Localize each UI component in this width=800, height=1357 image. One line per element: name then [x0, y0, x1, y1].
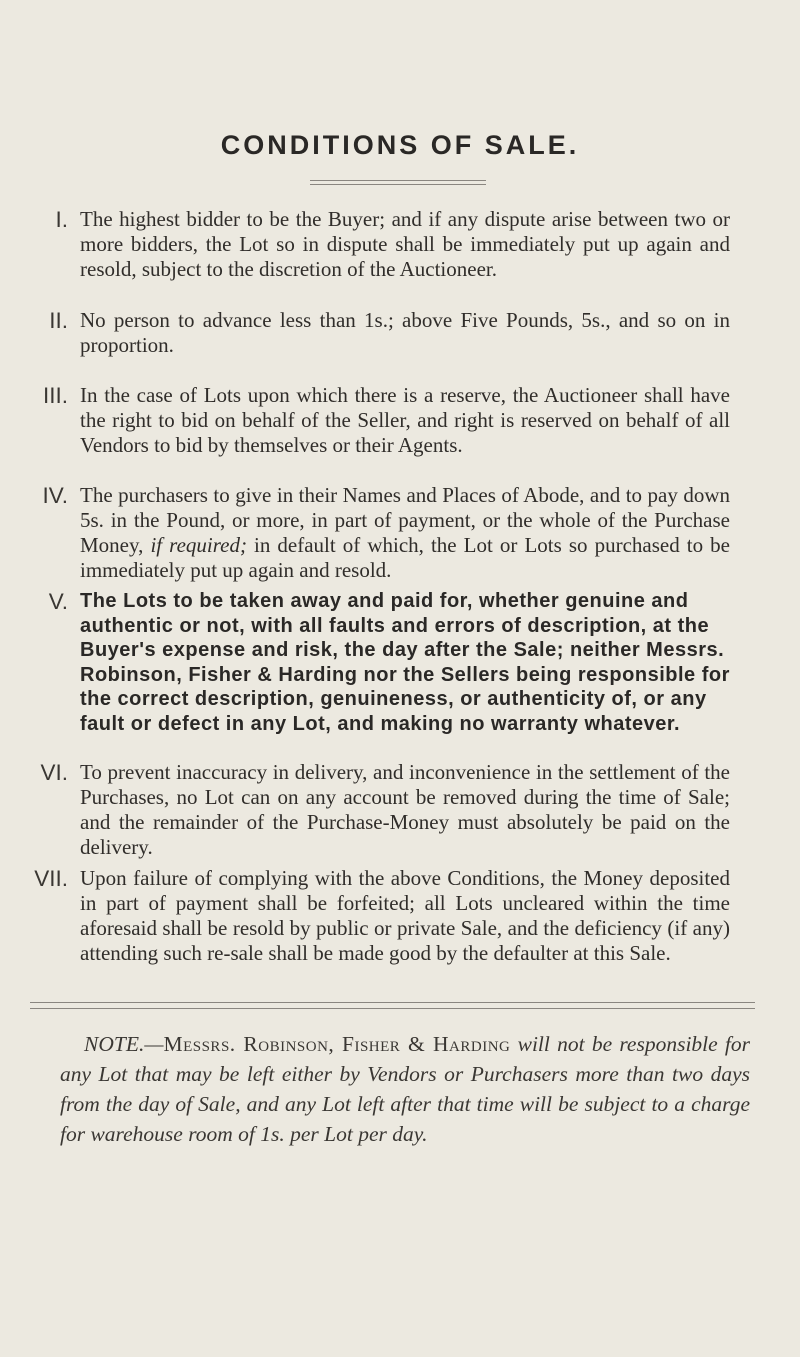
condition-numeral: VII.: [34, 866, 68, 891]
note-label: NOTE.: [84, 1032, 145, 1056]
note-rule: [30, 1002, 755, 1003]
condition-text: To prevent inaccuracy in delivery, and inconvenience in the settlement of the Purchases, no Lot can on any account be removed during the time of Sale; and the remainder of the Purchase-Money must absolutely be paid on the delivery.: [80, 760, 730, 859]
condition-text-part: in default of which, the Lot or Lots so purchased to be immediately put up again and resold.: [80, 533, 730, 582]
note-paragraph: [60, 1029, 750, 1149]
condition-text: The Lots to be taken away and paid for, whether genuine and authentic or not, with all faults and errors of description, at the Buyer's expense and risk, the day after the Sale; neither Messrs. Robinson, Fisher & Harding nor the Sellers being responsible for the correct description, genuineness, or authenticity of, or any fault or defect in any Lot, and making no warranty whatever.: [80, 590, 730, 735]
condition-numeral: III.: [42, 383, 68, 408]
condition-numeral: VI.: [40, 760, 68, 785]
condition-text: Upon failure of complying with the above Conditions, the Money deposited in part of payment shall be forfeited; all Lots uncleared within the time aforesaid shall be resold by public or private Sale, and the deficiency (if any) attending such re-sale shall be made good by the defaulter at this Sale.: [80, 866, 730, 965]
note-firm-names: Messrs. Robinson, Fisher & Harding: [163, 1032, 511, 1056]
condition-text-part: The purchasers to give in their Names and Places of Abode, and to pay down 5s. in the Pound, or more, in part of payment, or the whole of the Purchase Money,: [80, 483, 730, 557]
condition-numeral: IV.: [42, 483, 68, 508]
note-rule-double: [30, 1008, 755, 1009]
note-text: will not be responsible for any Lot that may be left either by Vendors or Purchasers more than two days from the day of Sale, and any Lot left after that time will be subject to a charge for warehouse room of 1s. per Lot per day.: [60, 1032, 751, 1146]
condition-text: No person to advance less than 1s.; above Five Pounds, 5s., and so on in proportion.: [80, 308, 730, 357]
condition-text: [80, 483, 730, 583]
condition-text-emphasis: if required;: [150, 533, 247, 557]
page-title: CONDITIONS OF SALE.: [220, 130, 580, 160]
condition-text: The highest bidder to be the Buyer; and if any dispute arise between two or more bidders, the Lot so in dispute shall be immediately put up again and resold, subject to the discretion of the Auctioneer.: [80, 207, 730, 281]
note-dash: —: [144, 1032, 164, 1056]
condition-text: In the case of Lots upon which there is a reserve, the Auctioneer shall have the right to bid on behalf of the Seller, and right is reserved on behalf of all Vendors to bid by themselves or their Agents.: [80, 383, 730, 457]
condition-numeral: II.: [49, 308, 68, 333]
condition-numeral: I.: [55, 207, 68, 232]
condition-numeral: V.: [48, 589, 68, 614]
